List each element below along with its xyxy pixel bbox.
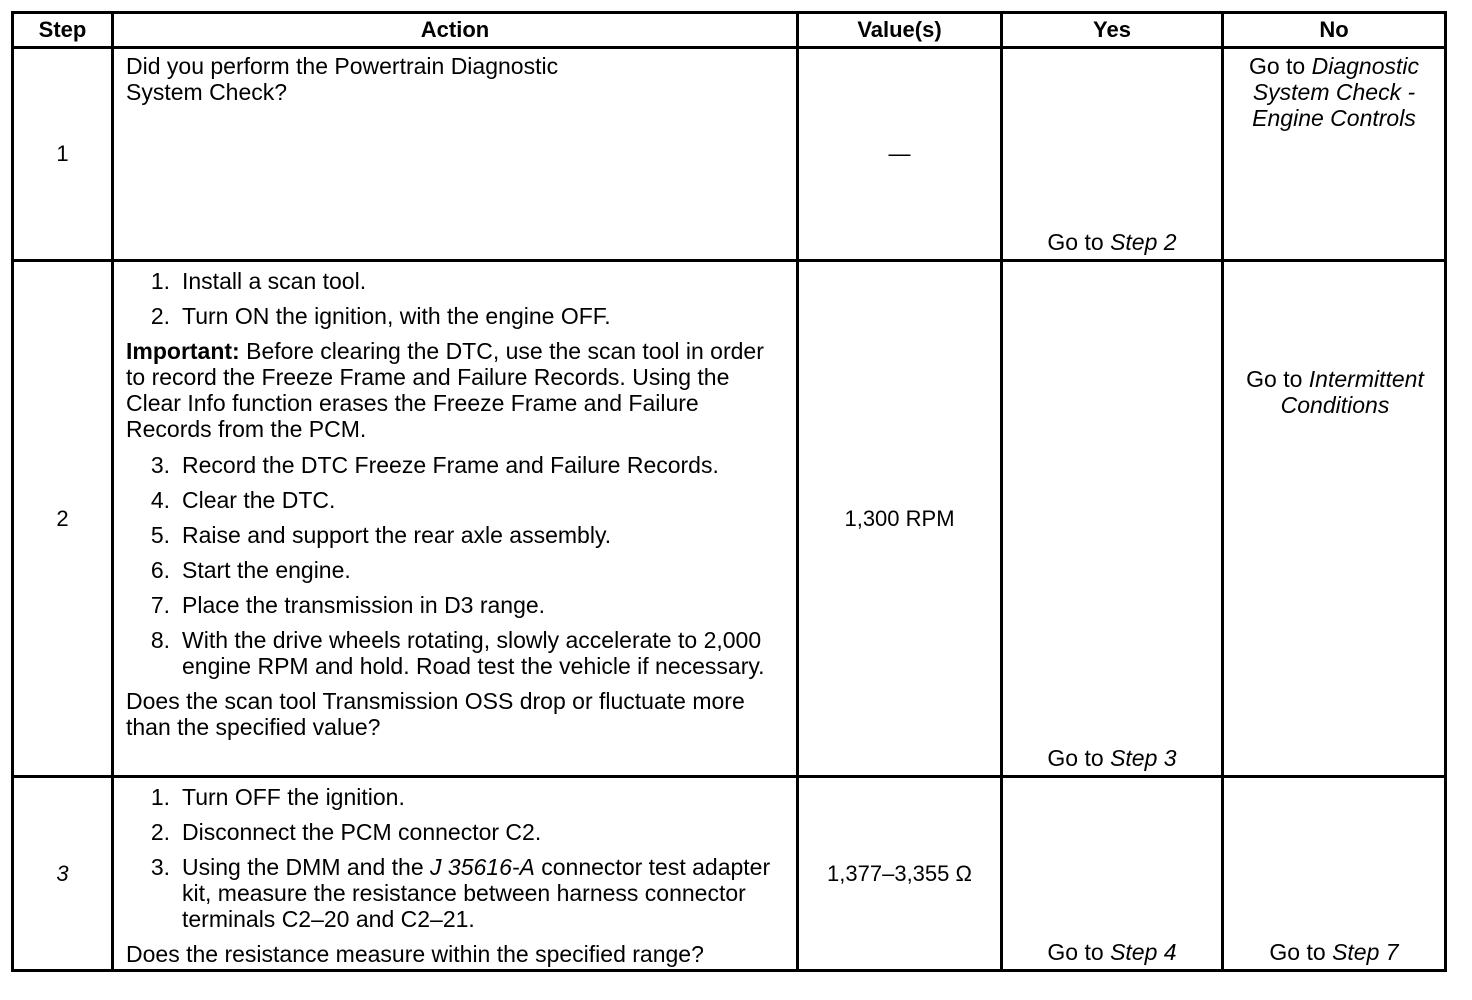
no-target: Diagnostic System Check - Engine Controls	[1252, 53, 1420, 131]
table-row-step-3	[13, 777, 1446, 971]
diagnostic-table-sheet	[11, 11, 1444, 972]
list-item-text: Record the DTC Freeze Frame and Failure Records.	[182, 452, 719, 478]
header-yes: Yes	[1002, 13, 1223, 48]
yes-prefix: Go to	[1047, 745, 1111, 771]
no-cell	[1223, 261, 1446, 777]
list-item	[126, 557, 782, 583]
yes-prefix: Go to	[1047, 229, 1111, 255]
value-text: 1,377–3,355 Ω	[827, 860, 972, 886]
list-item	[126, 487, 782, 513]
list-item-text: Turn ON the ignition, with the engine OFF.	[182, 303, 611, 329]
yes-target: Step 2	[1110, 229, 1177, 255]
table-header-row	[13, 13, 1446, 48]
no-link[interactable]	[1224, 262, 1444, 418]
yes-link[interactable]	[1003, 939, 1221, 965]
diagnostic-table	[11, 11, 1447, 972]
no-prefix: Go to	[1248, 53, 1312, 79]
no-cell	[1223, 777, 1446, 971]
step-number: 3	[13, 777, 113, 971]
list-item-number: 8.	[150, 627, 170, 653]
yes-target: Step 3	[1110, 745, 1177, 771]
value-text: —	[888, 141, 911, 166]
list-item-text: Clear the DTC.	[182, 487, 336, 513]
list-item	[126, 452, 782, 478]
list-item-text: Raise and support the rear axle assembly.	[182, 522, 612, 548]
list-item-number: 5.	[150, 522, 170, 548]
no-cell	[1223, 48, 1446, 261]
list-item	[126, 627, 782, 679]
list-item	[126, 819, 782, 845]
yes-link[interactable]	[1003, 745, 1221, 771]
list-item-number: 6.	[150, 557, 170, 583]
important-note	[126, 338, 782, 442]
yes-target: Step 4	[1110, 939, 1177, 965]
list-item	[126, 303, 782, 329]
action-question: Does the resistance measure within the specified range?	[126, 941, 704, 967]
no-link[interactable]	[1224, 49, 1444, 131]
yes-cell	[1002, 261, 1223, 777]
list-item-text	[182, 854, 782, 932]
no-prefix: Go to	[1269, 939, 1333, 965]
no-link[interactable]	[1224, 939, 1444, 965]
no-prefix: Go to	[1246, 366, 1309, 392]
list-item	[126, 784, 782, 810]
list-item-number: 1.	[150, 268, 170, 294]
list-item-text: Install a scan tool.	[182, 268, 367, 294]
value-cell	[798, 261, 1002, 777]
item-text-post: connector test adapter kit, measure the resistance between harness connector terminals C2–20 and C2–21.	[182, 854, 771, 932]
tool-number: J 35616-A	[430, 854, 535, 880]
header-values: Value(s)	[798, 13, 1002, 48]
no-target: Intermittent Conditions	[1280, 366, 1424, 418]
yes-cell	[1002, 48, 1223, 261]
important-text: Before clearing the DTC, use the scan tool in order to record the Freeze Frame and Failure Records. Using the Clear Info function erases the Freeze Frame and Failure Records from the PCM.	[126, 338, 764, 442]
action-cell	[113, 48, 798, 261]
list-item-number: 4.	[150, 487, 170, 513]
action-question: Did you perform the Powertrain Diagnostic System Check?	[126, 53, 559, 105]
table-row-step-2	[13, 261, 1446, 777]
yes-prefix: Go to	[1047, 939, 1111, 965]
step-number: 2	[13, 261, 113, 777]
yes-cell	[1002, 777, 1223, 971]
list-item-number: 2.	[150, 819, 170, 845]
header-no: No	[1223, 13, 1446, 48]
list-item	[126, 268, 782, 294]
list-item-text: With the drive wheels rotating, slowly accelerate to 2,000 engine RPM and hold. Road test the vehicle if necessary.	[182, 627, 765, 679]
list-item	[126, 854, 782, 932]
action-cell	[113, 777, 798, 971]
action-cell	[113, 261, 798, 777]
list-item	[126, 592, 782, 618]
list-item-number: 3.	[150, 854, 170, 880]
table-row-step-1	[13, 48, 1446, 261]
step-number: 1	[13, 48, 113, 261]
action-question: Does the scan tool Transmission OSS drop or fluctuate more than the specified value?	[126, 688, 745, 740]
list-item	[126, 522, 782, 548]
header-step: Step	[13, 13, 113, 48]
list-item-number: 2.	[150, 303, 170, 329]
value-cell	[798, 48, 1002, 261]
no-target: Step 7	[1332, 939, 1399, 965]
list-item-text: Place the transmission in D3 range.	[182, 592, 546, 618]
important-label: Important:	[126, 338, 240, 364]
item-text-pre: Using the DMM and the	[182, 854, 431, 880]
value-text: 1,300 RPM	[844, 505, 955, 531]
yes-link[interactable]	[1003, 229, 1221, 255]
list-item-number: 3.	[150, 452, 170, 478]
list-item-text: Turn OFF the ignition.	[182, 784, 405, 810]
header-action: Action	[113, 13, 798, 48]
value-cell	[798, 777, 1002, 971]
list-item-number: 7.	[150, 592, 170, 618]
list-item-text: Disconnect the PCM connector C2.	[182, 819, 542, 845]
list-item-text: Start the engine.	[182, 557, 351, 583]
list-item-number: 1.	[150, 784, 170, 810]
